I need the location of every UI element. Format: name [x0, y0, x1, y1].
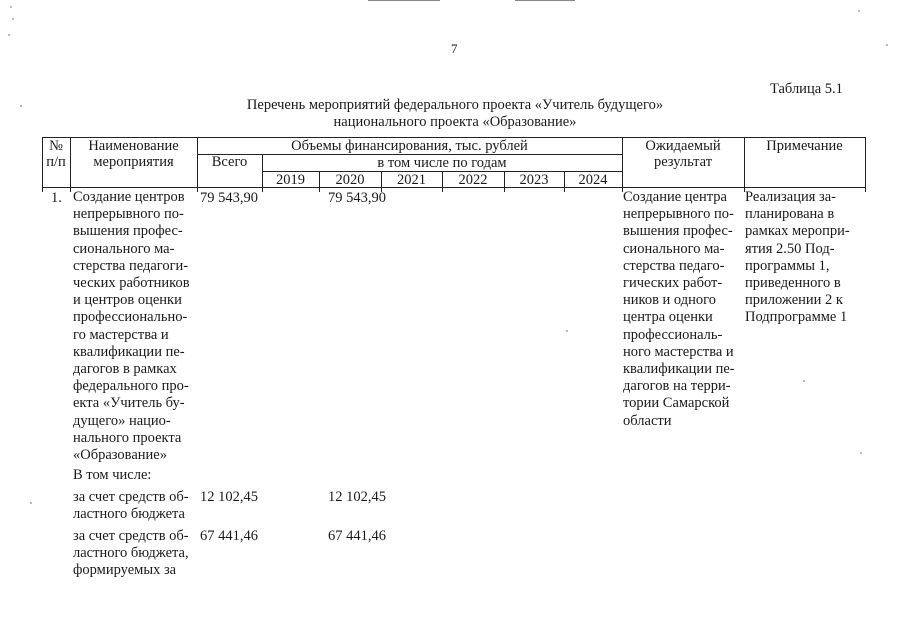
row-number: 1. [51, 190, 62, 206]
header-by-years: в том числе по годам [377, 155, 507, 171]
header-year-2024: 2024 [578, 172, 608, 188]
header-name-line2: мероприятия [93, 154, 174, 170]
header-num-line2: п/п [46, 154, 66, 170]
table-label: Таблица 5.1 [770, 81, 843, 97]
header-num [42, 138, 70, 170]
row-total: 79 543,90 [200, 190, 258, 206]
scan-speck [30, 502, 32, 504]
column-line [865, 137, 866, 192]
page-number: 7 [451, 41, 458, 56]
scan-mark [368, 0, 440, 1]
table-header [42, 137, 865, 192]
header-name-line1: Наименование [88, 138, 179, 154]
subtotal-label: В том числе: [73, 467, 152, 483]
header-year-2021: 2021 [397, 172, 426, 188]
scan-speck [803, 380, 805, 382]
header-name [70, 138, 197, 170]
header-year-2022: 2022 [458, 172, 488, 188]
scan-speck [566, 330, 568, 332]
row-name: за счет средств об- ластного бюджета, формируемых за [73, 528, 189, 579]
row-value-2020: 79 543,90 [328, 190, 386, 206]
row-result: Создание центра непрерывного по- вышения профес- сионального ма- стерства педаго- гических работ- ников и одного центра оценки профессиональ- ного мастерства и квалификации пе- дагогов на терри- тории Самарской области [623, 189, 735, 429]
row-note: Реализация за- планирована в рамках меропри- ятия 2.50 Под- программы 1, приведенного в приложении 2 к Подпрограмме 1 [745, 189, 850, 326]
document-title-line1: Перечень мероприятий федерального проекта «Учитель будущего» [246, 97, 664, 113]
scan-speck [886, 44, 888, 46]
scan-speck [8, 34, 10, 36]
row-name: Создание центров непрерывного по- вышения профес- сионального ма- стерства педагоги- ческих работников и центров оценки профессионально- го мастерства и квалификации пе- дагогов в рамках федерального про- екта «Учитель бу- дущего» нацио- нального проекта «Образование» [73, 189, 190, 464]
header-year-2019: 2019 [276, 172, 305, 188]
document-title-line2: национального проекта «Образование» [333, 114, 577, 130]
row-total: 12 102,45 [200, 489, 258, 505]
header-num-line1: № [49, 138, 63, 154]
header-result-line1: Ожидаемый [645, 138, 721, 154]
scan-speck [20, 105, 22, 107]
header-year-2020: 2020 [335, 172, 365, 188]
scan-mark [515, 0, 575, 1]
header-result [622, 138, 744, 170]
row-value-2020: 12 102,45 [328, 489, 386, 505]
header-result-line2: результат [653, 154, 713, 170]
row-total: 67 441,46 [200, 528, 258, 544]
header-note: Примечание [766, 138, 843, 154]
row-name: за счет средств об- ластного бюджета [73, 489, 189, 523]
header-total: Всего [211, 154, 248, 170]
header-funding: Объемы финансирования, тыс. рублей [291, 138, 528, 154]
scan-speck [10, 6, 12, 8]
row-value-2020: 67 441,46 [328, 528, 386, 544]
scan-speck [858, 10, 860, 12]
scan-speck [12, 18, 14, 20]
scan-speck [860, 452, 862, 454]
header-year-2023: 2023 [519, 172, 549, 188]
